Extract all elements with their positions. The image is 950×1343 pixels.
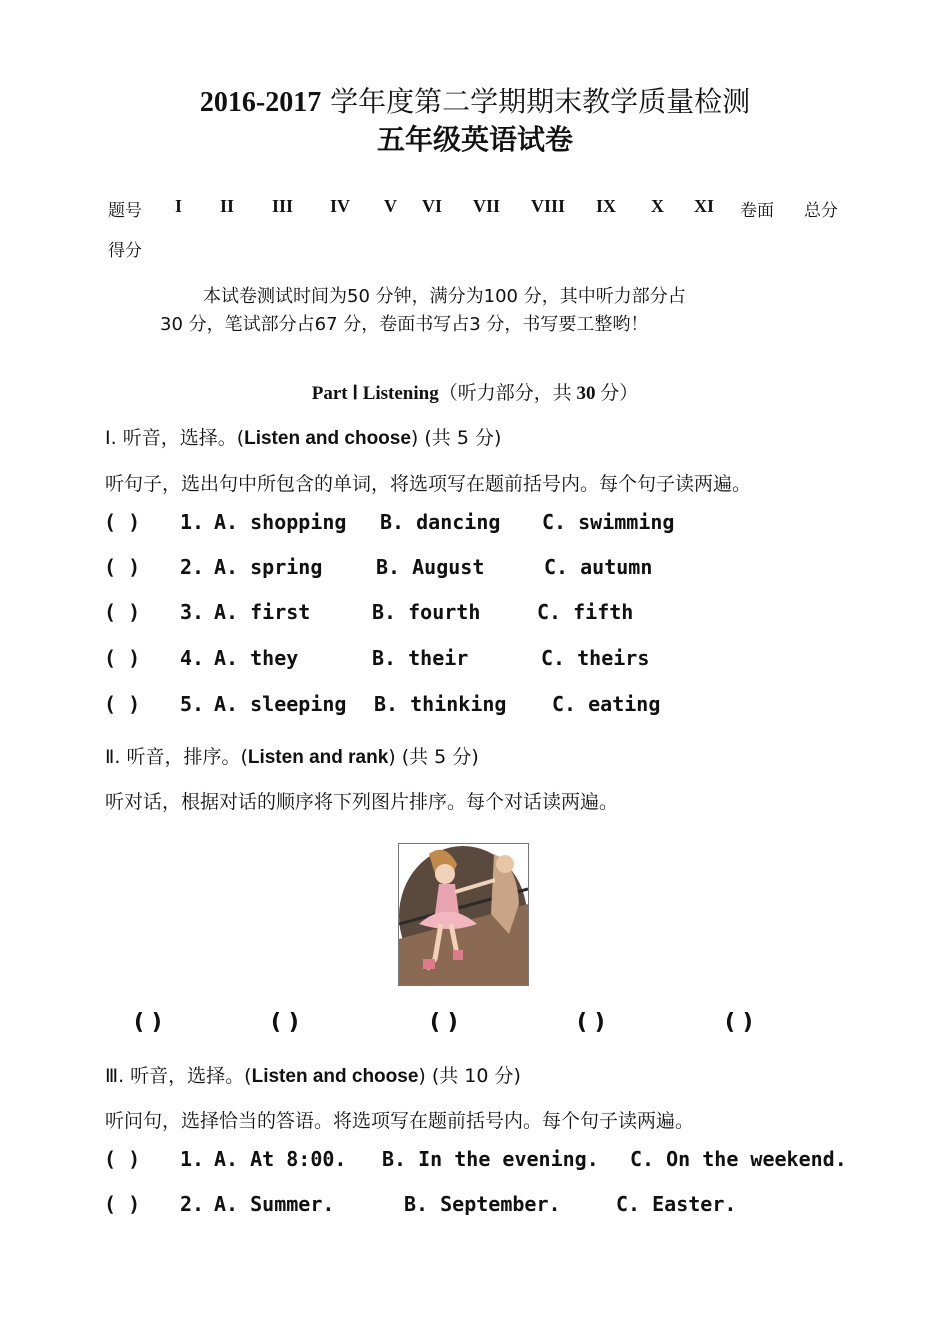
option-c: C. theirs — [541, 646, 650, 670]
option-a: A. they — [214, 646, 299, 670]
option-a: A. Summer. — [214, 1192, 335, 1216]
option-b: B. fourth — [372, 600, 481, 624]
question-number: 3. — [180, 600, 205, 624]
option-b: B. August — [376, 555, 485, 579]
score-col-4: IV — [330, 196, 351, 216]
exam-title-year: 2016-2017 — [199, 87, 322, 118]
option-b: B. their — [372, 646, 469, 670]
exam-title-rest: 学年度第二学期期末教学质量检测 — [321, 85, 751, 118]
section-2-heading — [105, 742, 479, 769]
question-number: 1. — [180, 510, 205, 534]
exam-notice-line2: 30 分，笔试部分占67 分，卷面书写占3 分，书写要工整哟！ — [160, 314, 649, 335]
rank-paren[interactable]: ( ) — [430, 1010, 458, 1035]
option-b: B. dancing — [380, 510, 501, 534]
question-number: 5. — [180, 692, 205, 716]
score-col-9: IX — [596, 196, 617, 216]
score-col-7: VII — [473, 196, 501, 216]
section-1-points: ) (共 5 分) — [410, 427, 502, 449]
rank-paren[interactable]: ( ) — [577, 1010, 605, 1035]
exam-notice-line1: 本试卷测试时间为50 分钟，满分为100 分，其中听力部分占 — [203, 286, 686, 307]
score-row-label-number: 题号 — [108, 201, 142, 221]
section-3-number: Ⅲ. — [105, 1065, 125, 1087]
part-heading-points: 30 — [576, 383, 596, 404]
section-3-en: Listen and choose — [251, 1066, 419, 1087]
question-number: 4. — [180, 646, 205, 670]
answer-paren[interactable]: ( ) — [104, 646, 141, 670]
score-col-presentation: 卷面 — [740, 201, 774, 221]
rank-paren[interactable]: ( ) — [271, 1010, 299, 1035]
score-col-6: VI — [422, 196, 443, 216]
option-a: A. shopping — [214, 510, 347, 534]
section-2-number: Ⅱ. — [105, 746, 121, 768]
ballet-dancer-picture — [398, 843, 529, 986]
exam-title — [0, 80, 950, 120]
option-c: C. fifth — [537, 600, 634, 624]
option-b: B. In the evening. — [382, 1147, 599, 1171]
section-3-cn: 听音，选择。( — [124, 1065, 252, 1087]
section-1-cn: 听音，选择。( — [116, 427, 245, 449]
section-3-instruction: 听问句，选择恰当的答语。将选项写在题前括号内。每个句子读两遍。 — [105, 1110, 695, 1132]
score-col-1: I — [175, 196, 183, 216]
answer-paren[interactable]: ( ) — [104, 1147, 141, 1171]
answer-paren[interactable]: ( ) — [104, 1192, 141, 1216]
section-3-points: ) (共 10 分) — [418, 1065, 521, 1087]
option-c: C. autumn — [544, 555, 653, 579]
section-2-instruction: 听对话，根据对话的顺序将下列图片排序。每个对话读两遍。 — [105, 791, 619, 813]
section-2-cn: 听音，排序。( — [120, 746, 248, 768]
section-1-instruction: 听句子，选出句中所包含的单词，将选项写在题前括号内。每个句子读两遍。 — [105, 473, 752, 495]
part-heading-title: Part Ⅰ Listening — [311, 383, 439, 404]
score-col-10: X — [651, 196, 664, 216]
section-1-heading — [105, 423, 501, 450]
answer-paren[interactable]: ( ) — [104, 510, 141, 534]
section-2-points: ) (共 5 分) — [388, 746, 479, 768]
option-c: C. On the weekend. — [630, 1147, 847, 1171]
option-b: B. thinking — [374, 692, 507, 716]
answer-paren[interactable]: ( ) — [104, 600, 141, 624]
option-c: C. Easter. — [616, 1192, 737, 1216]
question-number: 2. — [180, 1192, 205, 1216]
question-number: 1. — [180, 1147, 205, 1171]
question-number: 2. — [180, 555, 205, 579]
section-3-heading — [105, 1061, 521, 1088]
answer-paren[interactable]: ( ) — [104, 555, 141, 579]
part-heading — [0, 378, 950, 405]
part-heading-suffix: 分） — [595, 383, 639, 404]
section-2-en: Listen and rank — [247, 747, 389, 768]
score-col-11: XI — [694, 196, 715, 216]
score-col-8: VIII — [531, 196, 566, 216]
exam-subtitle: 五年级英语试卷 — [376, 123, 573, 156]
score-col-5: V — [384, 196, 397, 216]
option-b: B. September. — [404, 1192, 561, 1216]
score-col-2: II — [220, 196, 235, 216]
part-heading-cn: （听力部分，共 — [438, 383, 577, 404]
rank-paren[interactable]: ( ) — [725, 1010, 753, 1035]
score-row-label-score: 得分 — [108, 241, 142, 261]
option-a: A. first — [214, 600, 311, 624]
option-c: C. eating — [552, 692, 661, 716]
option-a: A. sleeping — [214, 692, 347, 716]
option-a: A. spring — [214, 555, 323, 579]
section-1-number: Ⅰ. — [105, 427, 117, 449]
section-1-en: Listen and choose — [244, 428, 411, 449]
score-col-total: 总分 — [804, 201, 838, 221]
option-c: C. swimming — [542, 510, 675, 534]
answer-paren[interactable]: ( ) — [104, 692, 141, 716]
score-col-3: III — [272, 196, 294, 216]
rank-paren[interactable]: ( ) — [134, 1010, 162, 1035]
option-a: A. At 8:00. — [214, 1147, 347, 1171]
